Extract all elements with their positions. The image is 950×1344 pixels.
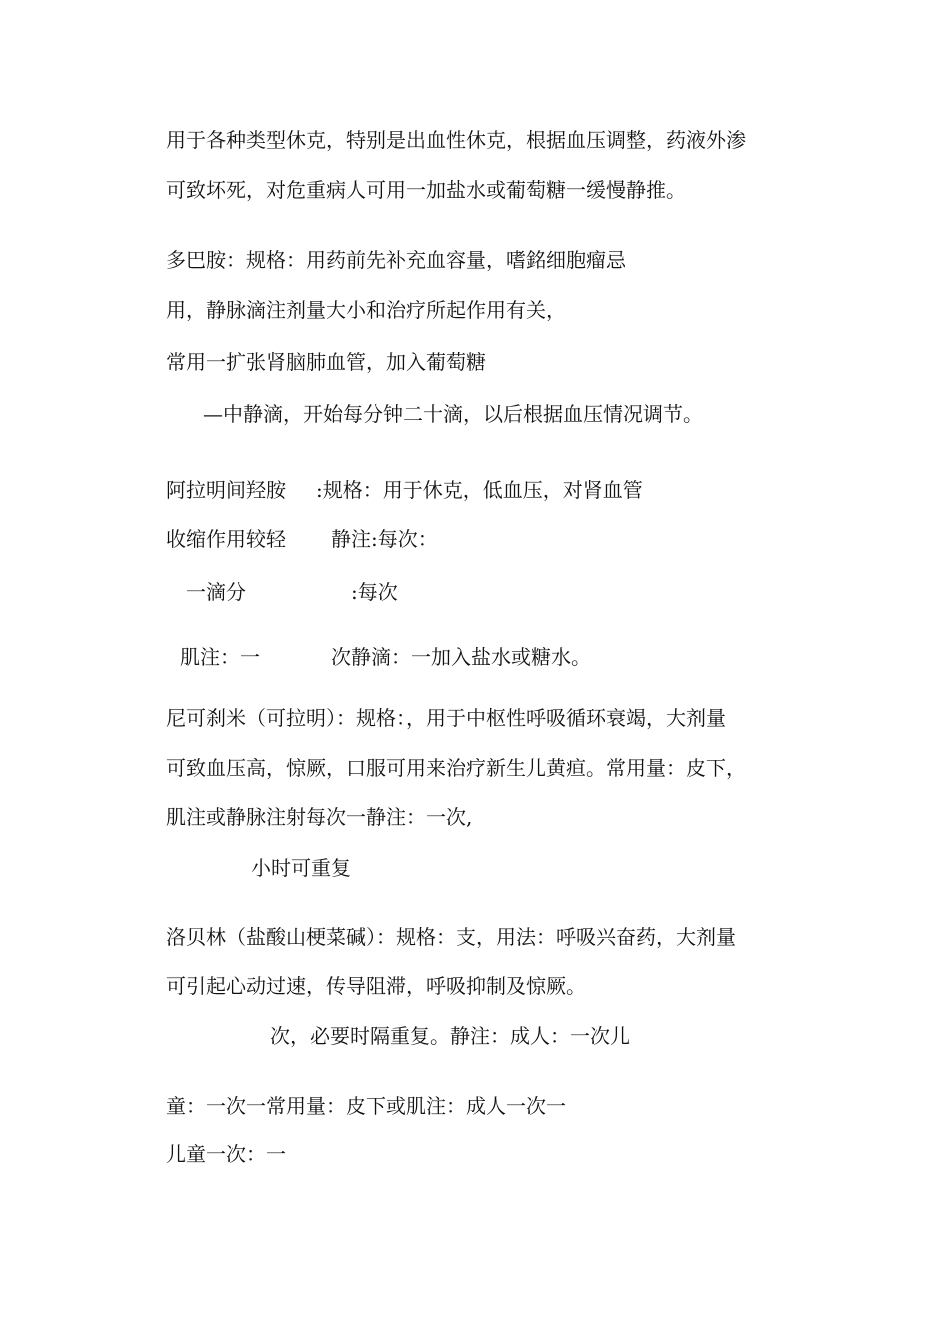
text-line: 肌注：一 (180, 645, 260, 669)
text-line: 小时可重复 (251, 856, 351, 880)
text-line: 阿拉明间羟胺 (166, 478, 286, 502)
text-line: 次静滴：一加入盐水或糖水。 (331, 645, 591, 669)
text-line: 可致血压高，惊厥，口服可用来治疗新生儿黄疸。常用量：皮下， (166, 756, 746, 780)
text-line: 可引起心动过速，传导阻滞，呼吸抑制及惊厥。 (166, 974, 586, 998)
text-line: 洛贝林（盐酸山梗菜碱）：规格：支，用法：呼吸兴奋药，大剂量 (166, 925, 736, 949)
text-line: 多巴胺：规格：用药前先补充血容量，嗜銘细胞瘤忌 (166, 248, 626, 272)
text-line: 常用一扩张肾脑肺血管，加入葡萄糖 (166, 350, 486, 374)
text-line: 次，必要时隔重复。静注：成人：一次儿 (270, 1024, 630, 1048)
text-line: 肌注或静脉注射每次一静注：一次, (166, 805, 473, 829)
text-line: 可致坏死，对危重病人可用一加盐水或葡萄糖一缓慢静推。 (166, 178, 686, 202)
text-line: 收缩作用较轻 (166, 527, 286, 551)
text-line: 一滴分 (186, 580, 246, 604)
text-line: 用于各种类型休克，特别是出血性休克，根据血压调整，药液外渗 (166, 128, 746, 152)
text-line: 静注:每次： (331, 527, 438, 551)
text-line: 用，静脉滴注剂量大小和治疗所起作用有关， (166, 298, 566, 322)
text-line: :每次 (351, 580, 398, 604)
text-line: 儿童一次：一 (166, 1142, 286, 1166)
text-line: —中静滴，开始每分钟二十滴，以后根据血压情况调节。 (203, 402, 703, 426)
text-line: 尼可刹米（可拉明）：规格：，用于中枢性呼吸循环衰竭，大剂量 (166, 706, 726, 730)
text-line: 童：一次一常用量：皮下或肌注：成人一次一 (166, 1094, 566, 1118)
text-line: :规格：用于休克，低血压，对肾血管 (316, 478, 643, 502)
